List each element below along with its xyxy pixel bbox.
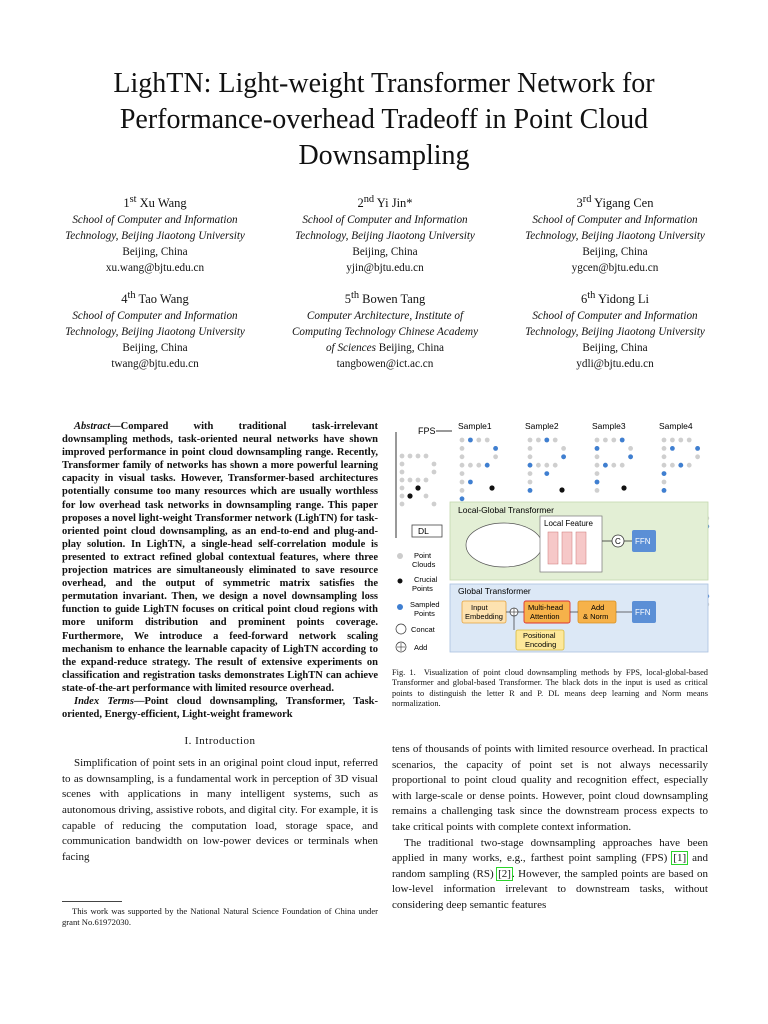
point-cloud-dot: [687, 463, 692, 468]
point-cloud-dot: [424, 454, 429, 459]
point-cloud-dot: [416, 478, 421, 483]
point-cloud-dot: [432, 502, 437, 507]
point-cloud-dot: [536, 438, 541, 443]
conv-block: [576, 532, 586, 564]
point-cloud-dot: [687, 438, 692, 443]
point-cloud-dot: [561, 446, 566, 451]
footnote-rule: [62, 901, 122, 902]
index-terms: Index Terms—Point cloud downsampling, Transformer, Task-oriented, Energy-efficient, Light-weight framework: [62, 695, 379, 721]
point-cloud-dot: [536, 463, 541, 468]
conv-block: [562, 532, 572, 564]
legend-crucial-icon: [398, 579, 403, 584]
legend-sampled-icon: [397, 604, 403, 610]
point-cloud-dot: [662, 446, 667, 451]
sampled-point-dot: [678, 463, 683, 468]
point-cloud-dot: [528, 480, 533, 485]
local-region: [466, 523, 542, 567]
author-name: Xu Wang: [139, 196, 187, 211]
conv-block: [548, 532, 558, 564]
sampled-point-dot: [468, 438, 473, 443]
point-cloud-dot: [553, 463, 558, 468]
legend-point-2: Clouds: [412, 560, 436, 569]
author-name: Tao Wang: [138, 292, 189, 307]
intro-paragraph: Simplification of point sets in an original point cloud input, referred to as downsampling, is a fundamental work in perception of 3D visual scenes with applications in many intelligent systems, such as autonomous driving, assistive robots, and digital city. For example, it is capable of reducing the computation load, storage space, and communication bandwidth on low-power devices or terminals when facing: [62, 757, 378, 863]
crucial-point-dot: [489, 485, 494, 490]
right-paragraph-2: The traditional two-stage downsampling approaches have been applied in many works, e.g., farthest point sampling (FPS) [1] and random sampling (RS) [2]. However, the sampled points are based on low-level information irrelevant to downstream tasks, without considering deep semantic features: [392, 836, 709, 911]
legend-crucial-2: Points: [412, 584, 433, 593]
point-cloud-dot: [595, 471, 600, 476]
author-email: twang@bjtu.edu.cn: [111, 358, 199, 371]
sampled-point-dot: [670, 446, 675, 451]
point-cloud-dot: [611, 463, 616, 468]
point-cloud-dot: [460, 471, 465, 476]
point-cloud-dot: [528, 446, 533, 451]
sample-label-3: Sample3: [592, 421, 626, 431]
multihead-label-1: Multi-head: [528, 603, 564, 612]
right-paragraph-1: tens of thousands of points with limited resource overhead. In practical scenarios, the capacity of point set is not always necessarily proportional to point cloud quality and recognition effect, especially with large-scale or dense points. However, point cloud downsampling remains a challenging task since the downstream process expects to take critical points with complete context information.: [392, 743, 708, 833]
left-column: [62, 420, 378, 865]
point-cloud-dot: [670, 463, 675, 468]
footnote: This work was supported by the National Natural Science Foundation of China under grant No.61972030.: [62, 906, 378, 927]
legend-sampled-1: Sampled: [410, 600, 440, 609]
author-email: ygcen@bjtu.edu.cn: [571, 262, 659, 275]
legend-crucial-1: Crucial: [414, 575, 438, 584]
sampled-point-dot: [561, 454, 566, 459]
local-feature-label: Local Feature: [544, 519, 593, 528]
point-cloud-dot: [528, 471, 533, 476]
ffn-label-g: FFN: [635, 608, 651, 617]
point-cloud-dot: [670, 438, 675, 443]
point-cloud-dot: [432, 470, 437, 475]
point-cloud-dot: [400, 462, 405, 467]
sampled-point-dot: [662, 471, 667, 476]
paper-title: LighTN: Light-weight Transformer Network for Performance-overhead Tradeoff in Point Cloud Downsampling: [113, 68, 655, 171]
input-embedding-label-2: Embedding: [465, 612, 503, 621]
citation-link[interactable]: [1]: [673, 852, 687, 865]
sampled-point-dot: [544, 471, 549, 476]
point-cloud-dot: [476, 438, 481, 443]
point-cloud-dot: [662, 454, 667, 459]
point-cloud-dot: [628, 446, 633, 451]
legend-point-1: Point: [414, 551, 432, 560]
point-cloud-dot: [460, 438, 465, 443]
point-cloud-dot: [695, 454, 700, 459]
sampled-point-dot: [528, 463, 533, 468]
point-cloud-dot: [662, 438, 667, 443]
local-global-title: Local-Global Transformer: [458, 505, 554, 515]
addnorm-label-2: & Norm: [583, 612, 609, 621]
citation-link[interactable]: [2]: [498, 867, 511, 880]
addnorm-label-1: Add: [591, 603, 605, 612]
point-cloud-dot: [603, 438, 608, 443]
positional-label-1: Positional: [523, 631, 556, 640]
point-cloud-dot: [408, 478, 413, 483]
author-email: ydli@bjtu.edu.cn: [576, 358, 654, 371]
sampled-point-dot: [603, 463, 608, 468]
positional-label-2: Encoding: [525, 640, 557, 649]
point-cloud-dot: [460, 446, 465, 451]
point-cloud-dot: [424, 478, 429, 483]
point-cloud-dot: [528, 454, 533, 459]
sample-label-2: Sample2: [525, 421, 559, 431]
point-cloud-dot: [544, 463, 549, 468]
point-cloud-dot: [476, 463, 481, 468]
author-name: Yidong Li: [597, 292, 650, 307]
crucial-point-dot: [621, 485, 626, 490]
right-column: [392, 742, 708, 914]
author-2: 2nd Yi Jin* School of Computer and Information Technology, Beijing Jiaotong University Beijing, China yjin@bjtu.edu.cn: [295, 194, 475, 275]
point-cloud-dot: [400, 494, 405, 499]
point-cloud-dot: [620, 463, 625, 468]
sampled-point-dot: [485, 463, 490, 468]
figure-caption: Fig. 1. Visualization of point cloud downsampling methods by FPS, local-global-based Transformer and global-based Transformer. The black dots in the input is used as critical points to distinguish the letter R and P. DL means deep learning and Norm means normalization.: [392, 668, 708, 708]
point-cloud-dot: [400, 486, 405, 491]
input-embedding-label-1: Input: [471, 603, 488, 612]
point-cloud-dot: [416, 454, 421, 459]
point-cloud-dot: [611, 438, 616, 443]
legend-concat: Concat: [411, 625, 435, 634]
point-cloud-dot: [400, 478, 405, 483]
point-cloud-dot: [460, 454, 465, 459]
sampled-point-dot: [468, 480, 473, 485]
point-cloud-dot: [468, 463, 473, 468]
point-cloud-dot: [528, 438, 533, 443]
point-cloud-dot: [662, 480, 667, 485]
ffn-label-lg: FFN: [635, 537, 651, 546]
point-cloud-dot: [460, 480, 465, 485]
crucial-point-dot: [415, 485, 420, 490]
point-cloud-dot: [595, 454, 600, 459]
author-5: 5th Bowen Tang Computer Architecture, Institute of Computing Technology Chinese Academy of Sciences Beijing, China tangbowen@ict.ac.cn: [291, 290, 479, 371]
author-3: 3rd Yigang Cen School of Computer and Information Technology, Beijing Jiaotong University Beijing, China ygcen@bjtu.edu.cn: [525, 194, 705, 275]
point-cloud-dot: [400, 502, 405, 507]
sampled-point-dot: [695, 446, 700, 451]
crucial-point-dot: [559, 487, 564, 492]
legend-concat-icon: [396, 624, 406, 634]
author-email: xu.wang@bjtu.edu.cn: [105, 262, 205, 275]
point-cloud-dot: [493, 454, 498, 459]
concat-node-label: C: [615, 537, 621, 546]
crucial-point-dot: [407, 493, 412, 498]
point-cloud-dot: [400, 454, 405, 459]
section-heading: I. Introduction: [184, 735, 256, 748]
abstract: Abstract—Compared with traditional task-irrelevant downsampling methods, task-oriented neural networks have shown improved performance in point cloud downsampling range. Recently, Transformer family of networks has shown a more powerful learning capacity in visual tasks. However, Transformer-based architectures potentially consume too many resources which are usually worthless for low overhead task networks in downsampling range. This paper proposes a novel light-weight Transformer network (LighTN) for task-oriented point cloud downsampling, as an end-to-end and plug-and-play solution. In LighTN, a single-head self-correlation module is presented to extract refined global contextual features, where three projection matrices are simultaneously eliminated to save resource overhead, and the output of symmetric matrix satisfies the permutation invariant. Then, we design a novel downsampling loss function to guide LighTN focuses on critical point cloud regions with more uniform distribution and prominent points coverage. Furthermore, We introduce a feed-forward network scaling mechanism to enhance the learnable capacity of LighTN according to the expand-reduce strategy. The result of extensive experiments on classification and registration tasks demonstrates LighTN can achieve state-of-the-art performance with limited resource overhead.: [62, 421, 378, 694]
author-6: 6th Yidong Li School of Computer and Information Technology, Beijing Jiaotong University Beijing, China ydli@bjtu.edu.cn: [525, 290, 705, 371]
fps-label: FPS: [418, 426, 436, 436]
sampled-point-dot: [460, 496, 465, 501]
sample-label-4: Sample4: [659, 421, 693, 431]
author-row-2: [40, 288, 730, 372]
point-cloud-dot: [485, 438, 490, 443]
point-cloud-dot: [424, 494, 429, 499]
legend-point-icon: [397, 553, 403, 559]
sampled-point-dot: [620, 438, 625, 443]
figure-diagram: [392, 418, 712, 658]
author-name: Yi Jin*: [376, 196, 413, 211]
sampled-point-dot: [595, 446, 600, 451]
author-4: 4th Tao Wang School of Computer and Information Technology, Beijing Jiaotong University Beijing, China twang@bjtu.edu.cn: [65, 290, 245, 371]
point-cloud-dot: [460, 488, 465, 493]
sampled-point-dot: [662, 488, 667, 493]
point-cloud-dot: [678, 438, 683, 443]
point-cloud-dot: [553, 438, 558, 443]
point-cloud-dot: [595, 463, 600, 468]
sampled-point-dot: [544, 438, 549, 443]
point-cloud-dot: [662, 463, 667, 468]
author-email: tangbowen@ict.ac.cn: [336, 358, 434, 371]
point-cloud-dot: [595, 438, 600, 443]
point-cloud-dot: [432, 462, 437, 467]
sampled-point-dot: [595, 480, 600, 485]
sample-label-1: Sample1: [458, 421, 492, 431]
author-name: Yigang Cen: [594, 196, 654, 211]
sampled-point-dot: [493, 446, 498, 451]
author-name: Bowen Tang: [362, 292, 426, 307]
legend-add: Add: [414, 643, 428, 652]
dl-label: DL: [418, 526, 429, 536]
point-cloud-dot: [400, 470, 405, 475]
point-cloud-dot: [595, 488, 600, 493]
author-row-1: [40, 192, 730, 276]
point-cloud-dot: [408, 454, 413, 459]
author-1: 1st Xu Wang School of Computer and Information Technology, Beijing Jiaotong University Beijing, China xu.wang@bjtu.edu.cn: [65, 194, 245, 275]
point-cloud-dot: [460, 463, 465, 468]
multihead-label-2: Attention: [530, 612, 560, 621]
legend-sampled-2: Points: [414, 609, 435, 618]
global-title: Global Transformer: [458, 586, 531, 596]
author-email: yjin@bjtu.edu.cn: [346, 262, 424, 275]
sampled-point-dot: [528, 488, 533, 493]
figure-1: [392, 418, 712, 658]
sampled-point-dot: [628, 454, 633, 459]
